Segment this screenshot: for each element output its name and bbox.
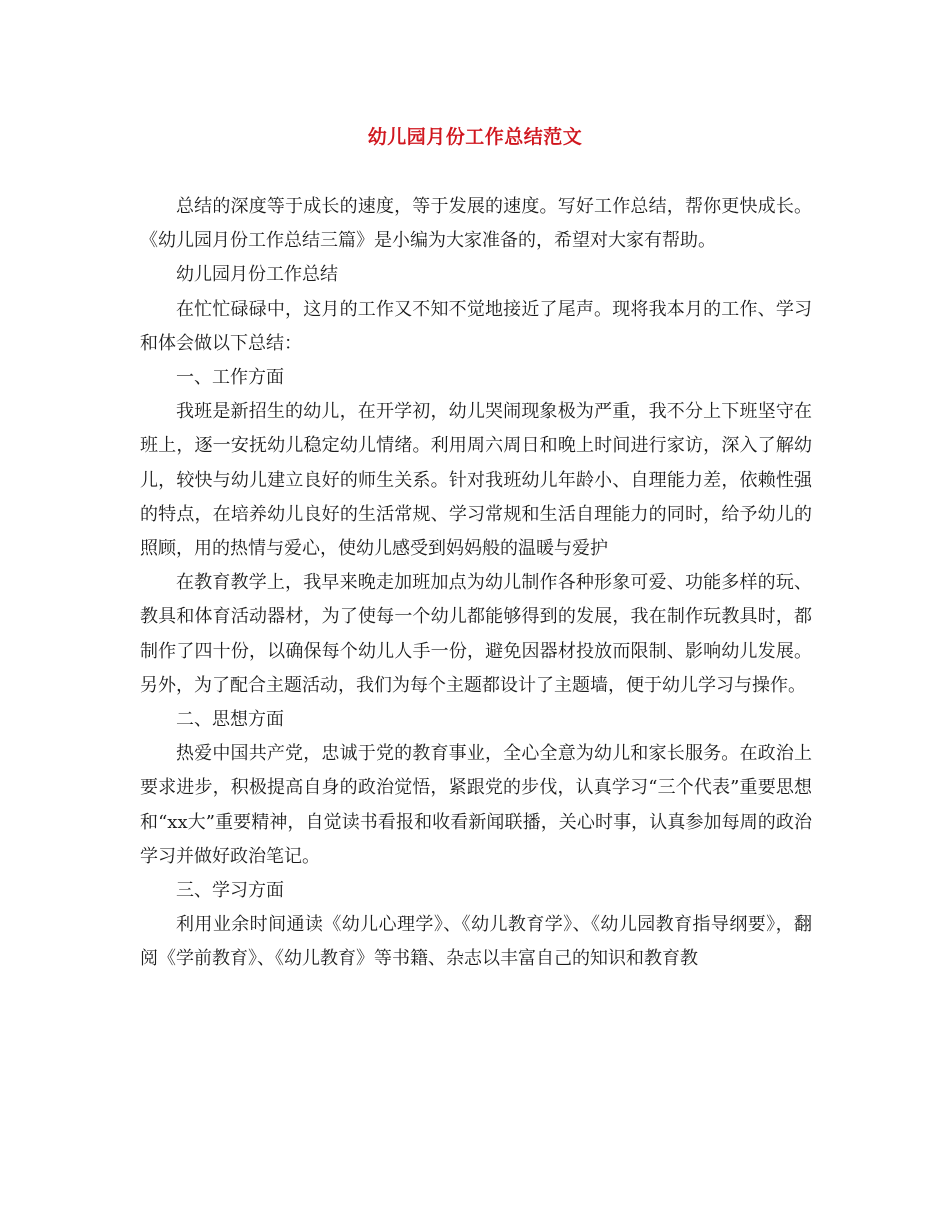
document-title: 幼儿园月份工作总结范文 — [367, 126, 583, 148]
section-heading-work: 一、工作方面 — [176, 367, 284, 389]
document-body — [140, 190, 812, 977]
work-paragraph-1: 我班是新招生的幼儿，在开学初，幼儿哭闹现象极为严重，我不分上下班坚守在班上，逐一安抚幼儿稳定幼儿情绪。利用周六周日和晚上时间进行家访，深入了解幼儿，较快与幼儿建立良好的师生关系。针对我班幼儿年龄小、自理能力差，依赖性强的特点，在培养幼儿良好的生活常规、学习常规和生活自理能力的同时，给予幼儿的照顾，用的热情与爱心，使幼儿感受到妈妈般的温暖与爱护 — [140, 401, 812, 560]
section-heading-summary: 幼儿园月份工作总结 — [176, 264, 338, 286]
study-paragraph: 利用业余时间通读《幼儿心理学》、《幼儿教育学》、《幼儿园教育指导纲要》，翻阅《学前教育》、《幼儿教育》等书籍、杂志以丰富自己的知识和教育教 — [140, 914, 812, 970]
work-paragraph-2: 在教育教学上，我早来晚走加班加点为幼儿制作各种形象可爱、功能多样的玩、教具和体育活动器材，为了使每一个幼儿都能够得到的发展，我在制作玩教具时，都制作了四十份，以确保每个幼儿人手一份，避免因器材投放而限制、影响幼儿发展。另外，为了配合主题活动，我们为每个主题都设计了主题墙，便于幼儿学习与操作。 — [140, 572, 812, 696]
section-heading-thought: 二、思想方面 — [176, 709, 284, 731]
thought-paragraph: 热爱中国共产党，忠诚于党的教育事业，全心全意为幼儿和家长服务。在政治上要求进步，积极提高自身的政治觉悟，紧跟党的步伐，认真学习“三个代表”重要思想和“xx大”重要精神，自觉读书看报和收看新闻联播，关心时事，认真参加每周的政治学习并做好政治笔记。 — [140, 743, 812, 867]
intro-paragraph: 总结的深度等于成长的速度，等于发展的速度。写好工作总结，帮你更快成长。《幼儿园月份工作总结三篇》是小编为大家准备的，希望对大家有帮助。 — [140, 196, 812, 252]
section-heading-study: 三、学习方面 — [176, 880, 284, 902]
opening-paragraph: 在忙忙碌碌中，这月的工作又不知不觉地接近了尾声。现将我本月的工作、学习和体会做以下总结： — [140, 298, 812, 354]
